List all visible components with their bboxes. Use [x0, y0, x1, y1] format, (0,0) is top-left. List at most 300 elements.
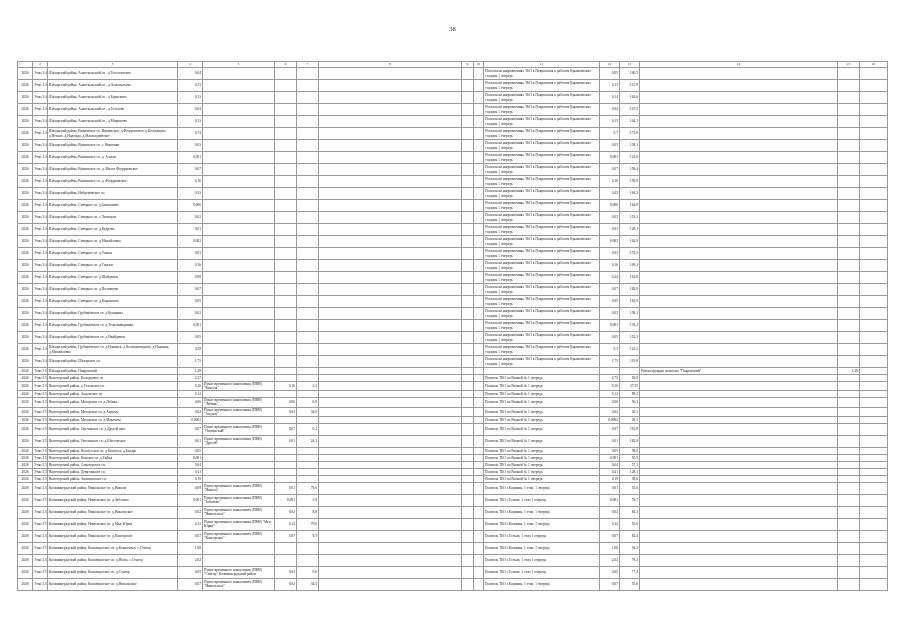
- volume-2-cell: [275, 212, 297, 224]
- empty-cell: [474, 398, 484, 407]
- year-cell: 2026: [18, 416, 33, 423]
- empty-cell: [319, 447, 462, 454]
- stage-cell: Этап 3.4: [33, 356, 48, 368]
- empty-cell: [319, 68, 462, 80]
- dest-volume-cell: 0,13: [600, 80, 620, 92]
- location-cell: Вытегорский район, Андомское сп.: [48, 391, 178, 398]
- empty-cell: [319, 416, 462, 423]
- table-row: [18, 80, 888, 92]
- distance-cell: 79,6: [297, 518, 319, 530]
- volume-2-cell: [275, 542, 297, 554]
- note-value-cell: [860, 200, 888, 212]
- dest-distance-cell: 140,5: [620, 68, 640, 80]
- note-cell: [640, 468, 838, 475]
- table-row: [18, 542, 888, 554]
- destination-cell: Полигон ТБО г.Тотьма, 1 этап 1 очередь: [484, 554, 600, 566]
- table-row: [18, 68, 888, 80]
- location-cell: Шахарский район, Вишенское сп. Вишенское, д.Фёдоровское, д.Колтышево, д.Веснах, д.Надежда, д.Маштадиевское: [48, 128, 178, 140]
- distance-cell: [297, 164, 319, 176]
- note-value-cell: [860, 416, 888, 423]
- dest-volume-cell: 0,006: [600, 200, 620, 212]
- location-cell: Вытегорский район, д.Ухтомское сп.: [48, 382, 178, 391]
- note-value-cell: [860, 260, 888, 272]
- table-row: [18, 344, 888, 356]
- empty-cell: [319, 482, 462, 494]
- year-cell: 2026: [18, 140, 33, 152]
- note-value-cell: [860, 164, 888, 176]
- stage-cell: Этап 3.4: [33, 80, 48, 92]
- table-row: [18, 92, 888, 104]
- stage-cell: Этап 3.4: [33, 152, 48, 164]
- empty-cell: [474, 296, 484, 308]
- empty-cell: [319, 375, 462, 382]
- empty-cell: [319, 494, 462, 506]
- dest-volume-cell: 0,04: [600, 461, 620, 468]
- stage-cell: Этап 3.5: [34, 417, 47, 422]
- empty-cell: [462, 116, 474, 128]
- location-cell: Шахарский район, Грубинёвское сп. д.Кузьмино: [48, 308, 178, 320]
- note-cell: [640, 423, 838, 435]
- dest-distance-cell: 182,9: [620, 284, 640, 296]
- destination-cell: Пологая на направлениях ТБО к Покровская к работам Крымьевских стадион 1 очередь: [484, 320, 600, 332]
- location-cell: Шахарский район, Северное сп. д.Кедрово: [48, 224, 178, 236]
- note-cell: [640, 578, 838, 590]
- volume-cell: 0,07: [178, 284, 203, 296]
- empty-cell: [474, 248, 484, 260]
- destination-cell: Пологая на направлениях ТБО к Покровская к работам Крымьевских стадион 1 очередь: [484, 332, 600, 344]
- facility-cell: Пункт временного накопления (ПВН) "Никола": [203, 482, 275, 494]
- note-volume-cell: [838, 461, 860, 468]
- stage-cell: Этап 3.5: [34, 368, 47, 373]
- facility-cell: [203, 212, 275, 224]
- volume-cell: 0,74: [178, 128, 203, 140]
- location-cell: Калининградский район, Никольское сп. д.Конгорское: [48, 530, 178, 542]
- volume-cell: 0,04: [178, 68, 203, 80]
- note-cell: [640, 260, 838, 272]
- facility-cell: [203, 416, 275, 423]
- dest-volume-cell: 0,16: [600, 382, 620, 391]
- empty-cell: [319, 391, 462, 398]
- table-row: [18, 176, 888, 188]
- facility-cell: Пункт временного накопления (ПВН) "Сенгор" Калининградский район: [203, 566, 275, 578]
- year-cell: 2026: [18, 104, 33, 116]
- distance-cell: [297, 447, 319, 454]
- empty-cell: [462, 128, 474, 140]
- volume-cell: 0,07: [178, 164, 203, 176]
- empty-cell: [474, 447, 484, 454]
- note-value-cell: [860, 104, 888, 116]
- destination-cell: Пологая на направлениях ТБО к Покровская к работам Крымьевских стадион 1 очередь: [484, 344, 600, 356]
- empty-cell: [462, 542, 474, 554]
- dest-distance-cell: 58,8: [620, 447, 640, 454]
- volume-cell: 2,02: [178, 554, 203, 566]
- distance-cell: 9,6: [297, 566, 319, 578]
- empty-cell: [474, 320, 484, 332]
- note-volume-cell: [838, 224, 860, 236]
- dest-volume-cell: 0,7: [600, 128, 620, 140]
- destination-cell: Пологая на направлениях ТБО к Покровская к работам Крымьевских стадион 1 очередь: [484, 164, 600, 176]
- empty-cell: [474, 356, 484, 368]
- destination-cell: Пологая на направлениях ТБО к Покровская к работам Крымьевских стадион 1 очередь: [484, 236, 600, 248]
- empty-cell: [319, 435, 462, 447]
- note-cell: [640, 272, 838, 284]
- dest-distance-cell: 55,6: [620, 578, 640, 590]
- empty-cell: [474, 461, 484, 468]
- note-value-cell: [860, 92, 888, 104]
- empty-cell: [462, 296, 474, 308]
- dest-volume-cell: 0,01: [600, 482, 620, 494]
- distance-cell: [297, 416, 319, 423]
- dest-volume-cell: 0,05: [600, 296, 620, 308]
- empty-cell: [319, 164, 462, 176]
- year-cell: 2026: [18, 260, 33, 272]
- destination-cell: Полигон ТБО по Вилкой № 1 очередь: [484, 407, 600, 416]
- location-cell: Калининградский район, Кокшеньгское сп. д.Кокшеньга, с.Сенгор: [48, 542, 178, 554]
- empty-cell: [474, 530, 484, 542]
- volume-cell: 0,0002: [178, 416, 203, 423]
- distance-cell: [297, 332, 319, 344]
- dest-volume-cell: 0,24: [600, 272, 620, 284]
- table-row: [18, 506, 888, 518]
- location-cell: Вытегорский район, Кемское сп. д.Тайжа: [48, 454, 178, 461]
- empty-cell: [474, 116, 484, 128]
- destination-cell: Пологая на направлениях ТБО к Покровская к работам Крымьевских стадион 1 очередь: [484, 200, 600, 212]
- distance-cell: [297, 468, 319, 475]
- empty-cell: [474, 188, 484, 200]
- volume-2-cell: [275, 140, 297, 152]
- dest-distance-cell: 147,2: [620, 104, 640, 116]
- empty-cell: [474, 236, 484, 248]
- volume-2-cell: [275, 152, 297, 164]
- stage-cell: Этап 3.5: [33, 554, 48, 566]
- distance-cell: 2,2: [297, 382, 319, 391]
- empty-cell: [319, 423, 462, 435]
- empty-cell: [319, 398, 462, 407]
- location-cell: Калининградский район, Никольское сп. д.Заболево: [48, 494, 178, 506]
- dest-distance-cell: 77,4: [620, 566, 640, 578]
- table-row: [18, 482, 888, 494]
- facility-cell: [203, 92, 275, 104]
- table-row: [18, 423, 888, 435]
- empty-cell: [474, 164, 484, 176]
- location-cell: Калининградский район, Кокшеньгское сп. д.Сенгор: [48, 566, 178, 578]
- stage-cell: Этап 3.5: [34, 462, 47, 467]
- dest-volume-cell: 0,001: [600, 152, 620, 164]
- dest-distance-cell: 37,55: [620, 382, 640, 391]
- distance-cell: [297, 248, 319, 260]
- destination-cell: Пологая на направлениях ТБО к Покровская к работам Крымьевских стадион 1 очередь: [484, 296, 600, 308]
- volume-2-cell: [275, 344, 297, 356]
- volume-cell: 0,07: [178, 578, 203, 590]
- distance-cell: [297, 212, 319, 224]
- volume-cell: 0,16: [178, 260, 203, 272]
- empty-cell: [462, 308, 474, 320]
- destination-cell: Полигон ТБО по Вилкой № 1 очередь: [484, 398, 600, 407]
- column-header: 11: [484, 62, 600, 68]
- note-cell: [640, 116, 838, 128]
- volume-2-cell: [275, 200, 297, 212]
- distance-cell: 0,2: [297, 423, 319, 435]
- stage-cell: Этап 3.5: [34, 455, 47, 460]
- dest-volume-cell: 0,41: [600, 468, 620, 475]
- volume-cell: 0,02: [178, 407, 203, 416]
- location-cell: Калининградский район, Кокшеньгское сп. д.Никольское: [48, 578, 178, 590]
- data-table: [17, 61, 888, 591]
- note-cell: [640, 200, 838, 212]
- volume-2-cell: 0,16: [275, 382, 297, 391]
- stage-cell: Этап 3.4: [33, 128, 48, 140]
- location-cell: Вытегорский район, Мегорское сп. д.Макачево: [48, 416, 178, 423]
- distance-cell: [297, 140, 319, 152]
- volume-cell: 0,07: [178, 423, 203, 435]
- stage-cell: Этап 3.5: [34, 476, 47, 481]
- note-value-cell: [860, 518, 888, 530]
- dest-distance-cell: 182,0: [620, 435, 640, 447]
- note-value-cell: [860, 308, 888, 320]
- empty-cell: [319, 344, 462, 356]
- stage-cell: Этап 3.5: [33, 482, 48, 494]
- destination-cell: Полигон ТБО г.Калинин, 1 этап, 1 очередь: [484, 482, 600, 494]
- empty-cell: [474, 566, 484, 578]
- stage-cell: Этап 3.5: [34, 469, 47, 474]
- note-volume-cell: [838, 320, 860, 332]
- column-header: 4: [178, 62, 203, 68]
- note-volume-cell: [838, 296, 860, 308]
- dest-volume-cell: 0,06: [600, 398, 620, 407]
- dest-distance-cell: 164,3: [620, 188, 640, 200]
- table-row: [18, 416, 888, 423]
- empty-cell: [474, 272, 484, 284]
- volume-2-cell: [275, 236, 297, 248]
- distance-cell: 0,8: [297, 398, 319, 407]
- empty-cell: [319, 461, 462, 468]
- year-cell: 2026: [18, 454, 33, 461]
- destination-cell: Пологая на направлениях ТБО к Покровская к работам Крымьевских стадион 1 очередь: [484, 116, 600, 128]
- empty-cell: [319, 92, 462, 104]
- facility-cell: Пункт временного накопления (ПВН) "Кушула": [203, 382, 275, 391]
- location-cell: Шахарский район, Шахарское сп.: [48, 356, 178, 368]
- location-cell: Калининградский район, Кокшеньгское сп. д.Ноша, с.Сенгор: [48, 554, 178, 566]
- note-value-cell: [860, 68, 888, 80]
- empty-cell: [462, 435, 474, 447]
- destination-cell: Пологая на направлениях ТБО к Покровская к работам Крымьевских стадион 1 очередь: [484, 272, 600, 284]
- table-row: [18, 391, 888, 398]
- column-header: 10: [474, 62, 484, 68]
- dest-distance-cell: 82,4: [620, 530, 640, 542]
- empty-cell: [462, 260, 474, 272]
- note-value-cell: [860, 188, 888, 200]
- dest-volume-cell: 2,02: [600, 554, 620, 566]
- table-row: [18, 578, 888, 590]
- column-header: 3: [48, 62, 178, 68]
- volume-cell: 0,29: [178, 344, 203, 356]
- empty-cell: [319, 212, 462, 224]
- volume-cell: 1,28: [178, 368, 203, 375]
- dest-volume-cell: 0,07: [600, 530, 620, 542]
- dest-distance-cell: 57,1: [620, 461, 640, 468]
- empty-cell: [319, 530, 462, 542]
- distance-cell: 24,3: [297, 435, 319, 447]
- note-cell: [640, 482, 838, 494]
- empty-cell: [474, 475, 484, 482]
- column-header: 14: [640, 62, 838, 68]
- empty-cell: [474, 407, 484, 416]
- volume-cell: 0,08: [178, 272, 203, 284]
- empty-cell: [319, 176, 462, 188]
- dest-volume-cell: 0,07: [600, 284, 620, 296]
- stage-cell: Этап 3.5: [33, 578, 48, 590]
- distance-cell: [297, 128, 319, 140]
- volume-2-cell: [275, 368, 297, 375]
- volume-2-cell: 0,02: [275, 566, 297, 578]
- year-cell: 2026: [18, 176, 33, 188]
- stage-cell: Этап 3.4: [33, 200, 48, 212]
- stage-cell: Этап 3.4: [33, 164, 48, 176]
- note-value-cell: [860, 140, 888, 152]
- destination-cell: Полигон ТБО г.Калинин, 1 этап, 1 очередь: [484, 518, 600, 530]
- destination-cell: Полигон ТБО по Вилкой № 1 очередь: [484, 423, 600, 435]
- location-cell: Шахарский район, Северное сп. д.Ушаки: [48, 248, 178, 260]
- year-cell: 2026: [18, 224, 33, 236]
- dest-volume-cell: 0,001: [600, 454, 620, 461]
- facility-cell: Пункт временного накопления (ПВН) "Другой": [203, 435, 275, 447]
- note-cell: [640, 530, 838, 542]
- table-row: [18, 152, 888, 164]
- stage-cell: Этап 3.4: [33, 224, 48, 236]
- table-row: [18, 566, 888, 578]
- table-row: [18, 454, 888, 461]
- volume-2-cell: [275, 92, 297, 104]
- volume-2-cell: 0,01: [275, 482, 297, 494]
- distance-cell: [297, 554, 319, 566]
- volume-cell: 1,08: [178, 542, 203, 554]
- year-cell: 2026: [18, 272, 33, 284]
- dest-volume-cell: 0,07: [600, 164, 620, 176]
- dest-distance-cell: [620, 368, 640, 375]
- volume-cell: 0,02: [178, 506, 203, 518]
- table-row: [18, 475, 888, 482]
- location-cell: Вытегорский район, Девятинское сп.: [48, 468, 178, 475]
- dest-distance-cell: 153,1: [620, 212, 640, 224]
- empty-cell: [462, 391, 474, 398]
- empty-cell: [474, 308, 484, 320]
- facility-cell: [203, 368, 275, 375]
- volume-2-cell: [275, 188, 297, 200]
- volume-2-cell: [275, 116, 297, 128]
- table-row: [18, 248, 888, 260]
- note-volume-cell: [838, 518, 860, 530]
- location-cell: Вытегорский район, Самозерское сп.: [48, 461, 178, 468]
- destination-cell: Пологая на направлениях ТБО к Покровская к работам Крымьевских стадион 1 очередь: [484, 260, 600, 272]
- empty-cell: [474, 454, 484, 461]
- year-cell: 2026: [18, 423, 33, 435]
- stage-cell: Этап 3.5: [33, 435, 48, 447]
- volume-cell: 0,001: [178, 152, 203, 164]
- year-cell: 2026: [18, 128, 33, 140]
- note-cell: [640, 435, 838, 447]
- location-cell: Шахарский район, Алаптыльский сп., д.Голтьево: [48, 104, 178, 116]
- dest-volume-cell: 0,07: [600, 423, 620, 435]
- stage-cell: Этап 3.5: [33, 407, 48, 416]
- dest-volume-cell: 0,12: [600, 518, 620, 530]
- empty-cell: [474, 375, 484, 382]
- empty-cell: [462, 272, 474, 284]
- note-cell: [640, 494, 838, 506]
- distance-cell: [297, 320, 319, 332]
- note-value-cell: [860, 447, 888, 454]
- location-cell: Калининградский район, Никольское сп. д.Мыс Юрки: [48, 518, 178, 530]
- destination-cell: Пологая на направлениях ТБО к Покровская к работам Крымьевских стадион 1 очередь: [484, 104, 600, 116]
- destination-cell: Пологая на направлениях ТБО к Покровская к работам Крымьевских стадион 1 очередь: [484, 140, 600, 152]
- dest-volume-cell: 0,14: [600, 92, 620, 104]
- dest-volume-cell: 0,02: [600, 407, 620, 416]
- location-cell: Шахарский район, Северное сп. д.Шайдевки: [48, 272, 178, 284]
- note-cell: [640, 398, 838, 407]
- destination-cell: Полигон ТБО г.Калинин, 1 этап, 1 очередь: [484, 578, 600, 590]
- table-row: [18, 200, 888, 212]
- empty-cell: [319, 542, 462, 554]
- dest-volume-cell: 0,001: [600, 320, 620, 332]
- volume-2-cell: [275, 296, 297, 308]
- column-header: 8: [319, 62, 462, 68]
- empty-cell: [474, 128, 484, 140]
- empty-cell: [474, 494, 484, 506]
- empty-cell: [474, 140, 484, 152]
- dest-distance-cell: 79,2: [620, 554, 640, 566]
- empty-cell: [474, 542, 484, 554]
- empty-cell: [319, 296, 462, 308]
- column-header: 9: [462, 62, 474, 68]
- note-volume-cell: [838, 260, 860, 272]
- table-row: [18, 398, 888, 407]
- facility-cell: [203, 284, 275, 296]
- note-value-cell: [860, 554, 888, 566]
- dest-distance-cell: 55,6: [620, 518, 640, 530]
- stage-cell: Этап 3.4: [33, 320, 48, 332]
- distance-cell: [297, 80, 319, 92]
- empty-cell: [319, 260, 462, 272]
- empty-cell: [462, 140, 474, 152]
- location-cell: Шахарский район, Алаптыльский сп., д.Алаптыльево: [48, 80, 178, 92]
- year-cell: 2026: [18, 320, 33, 332]
- dest-volume-cell: 0,02: [600, 308, 620, 320]
- dest-volume-cell: 0,01: [600, 435, 620, 447]
- empty-cell: [462, 518, 474, 530]
- note-value-cell: [860, 320, 888, 332]
- volume-2-cell: [275, 104, 297, 116]
- destination-cell: Пологая на направлениях ТБО к Покровская к работам Крымьевских стадион 1 очередь: [484, 188, 600, 200]
- note-cell: [640, 212, 838, 224]
- distance-cell: [297, 308, 319, 320]
- year-cell: 2026: [18, 344, 33, 356]
- note-cell: [640, 382, 838, 391]
- note-value-cell: [860, 116, 888, 128]
- column-header: 16: [860, 62, 888, 68]
- empty-cell: [474, 482, 484, 494]
- empty-cell: [319, 224, 462, 236]
- facility-cell: [203, 320, 275, 332]
- column-header: 1: [18, 62, 33, 68]
- empty-cell: [319, 140, 462, 152]
- empty-cell: [319, 468, 462, 475]
- year-cell: 2026: [18, 200, 33, 212]
- dest-distance-cell: 78,7: [620, 494, 640, 506]
- note-value-cell: [860, 542, 888, 554]
- distance-cell: 8,8: [297, 506, 319, 518]
- note-volume-cell: [838, 80, 860, 92]
- volume-2-cell: [275, 176, 297, 188]
- empty-cell: [462, 447, 474, 454]
